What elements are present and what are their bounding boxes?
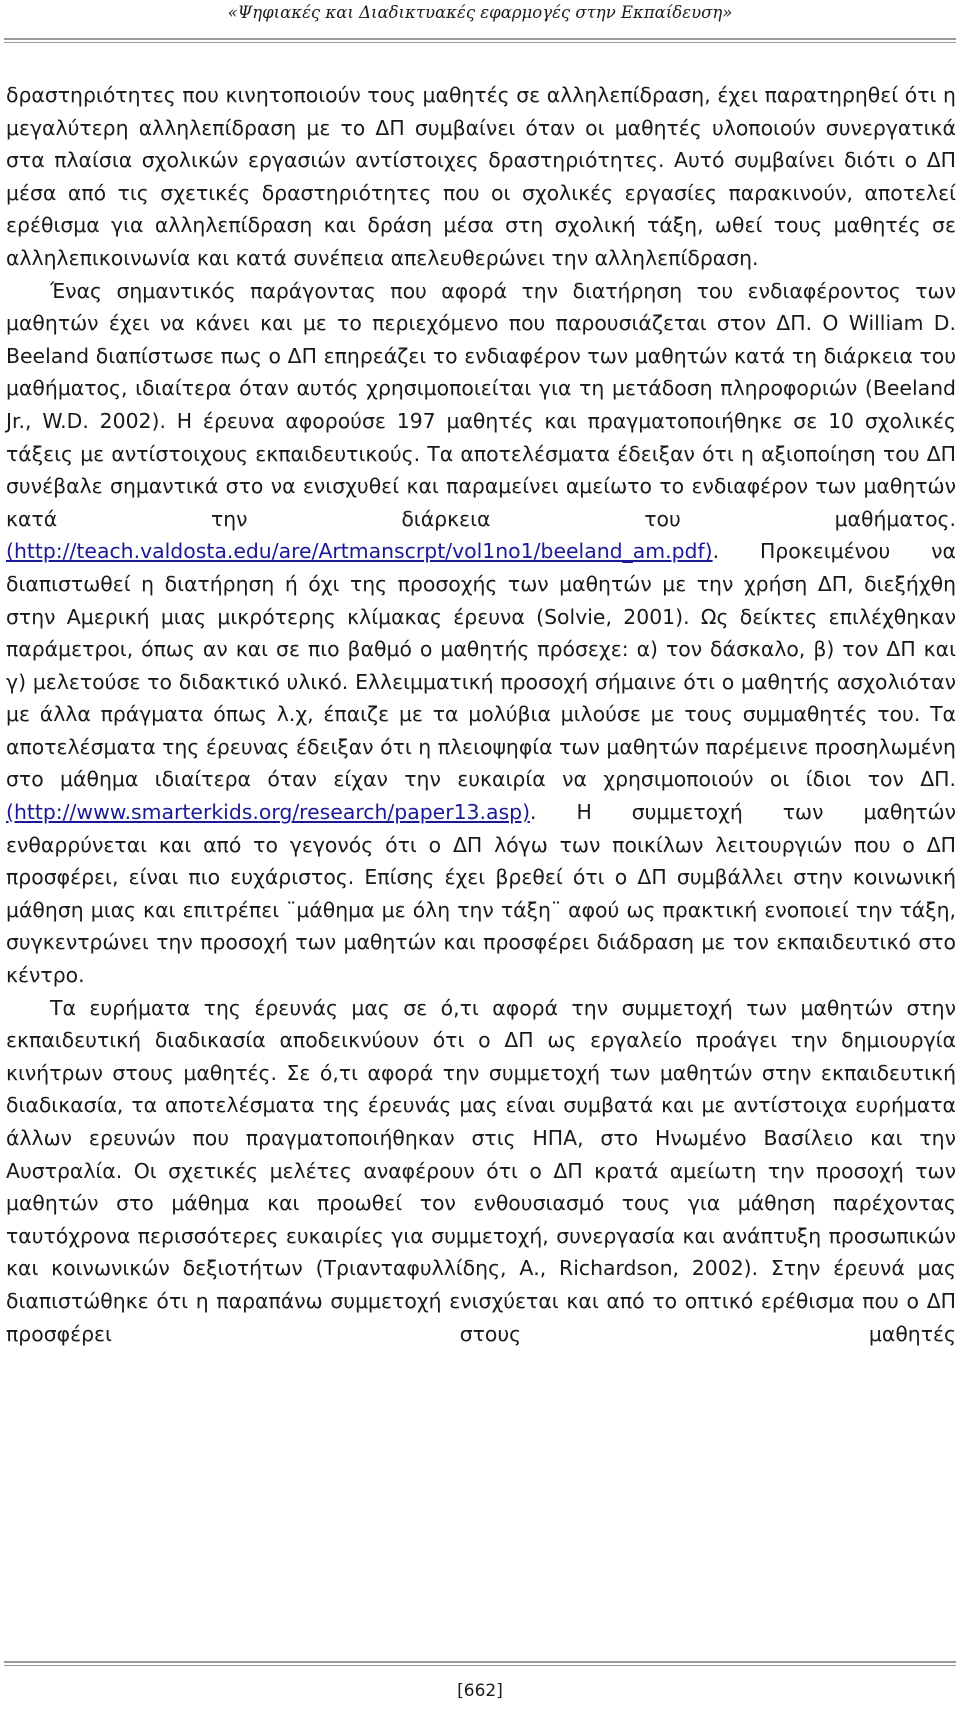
- link-smarterkids[interactable]: (http://www.smarterkids.org/research/paper13.asp): [6, 800, 531, 825]
- header-divider: [4, 38, 956, 43]
- paragraph-interest-research: [6, 275, 956, 992]
- paragraph-text: . Προκειμένου να διαπιστωθεί η διατήρηση ή όχι της προσοχής των μαθητών με την χρήση ΔΠ, διεξήχθη στην Αμερική μιας μικρότερης κλίμακας έρευνα (Solvie, 2001). Ως δείκτες επιλέχθηκαν παράμετροι, όπως αν και σε πιο βαθμό ο μαθητής πρόσεχε: α) τον δάσκαλο, β) τον ΔΠ και γ) μελετούσε το διδακτικό υλικό. Ελλειμματική προσοχή σήμαινε ότι ο μαθητής ασχολιόταν με άλλα πράγματα όπως λ.χ, έπαιζε με τα μολύβια μιλούσε με τους συμμαθητές του. Τα αποτελέσματα της έρευνας έδειξαν ότι η πλειοψηφία των μαθητών παρέμεινε προσηλωμένη στο μάθημα ιδιαίτερα όταν είχαν την ευκαιρία να χρησιμοποιούν οι ίδιοι τον ΔΠ.: [6, 539, 956, 792]
- link-beeland-pdf[interactable]: (http://teach.valdosta.edu/are/Artmanscrpt/vol1no1/beeland_am.pdf): [6, 539, 713, 564]
- paragraph-text: Ένας σημαντικός παράγοντας που αφορά την διατήρηση του ενδιαφέροντος των μαθητών έχει να κάνει και με το περιεχόμενο που παρουσιάζεται στον ΔΠ. Ο William D. Beeland διαπίστωσε πως ο ΔΠ επηρεάζει το ενδιαφέρον των μαθητών κατά τη διάρκεια του μαθήματος, ιδιαίτερα όταν αυτός χρησιμοποιείται για τη μετάδοση πληροφοριών (Beeland Jr., W.D. 2002). Η έρευνα αφορούσε 197 μαθητές και πραγματοποιήθηκε σε 10 σχολικές τάξεις με αντίστοιχους εκπαιδευτικούς. Τα αποτελέσματα έδειξαν ότι η αξιοποίηση του ΔΠ συνέβαλε σημαντικά στο να ενισχυθεί και παραμείνει αμείωτο το ενδιαφέρον των μαθητών κατά την διάρκεια του μαθήματος.: [6, 278, 956, 531]
- body-text: [6, 79, 956, 1350]
- footer-divider: [4, 1661, 956, 1666]
- running-header: «Ψηφιακές και Διαδικτυακές εφαρμογές στην Εκπαίδευση»: [227, 3, 733, 22]
- paragraph-text: δραστηριότητες που κινητοποιούν τους μαθητές σε αλληλεπίδραση, έχει παρατηρηθεί ότι η μεγαλύτερη αλληλεπίδραση με το ΔΠ συμβαίνει όταν οι μαθητές υλοποιούν συνεργατικά στα πλαίσια σχολικών εργασιών αντίστοιχες δραστηριότητες. Αυτό συμβαίνει διότι ο ΔΠ μέσα από τις σχετικές δραστηριότητες που οι σχολικές εργασίες παρακινούν, αποτελεί ερέθισμα για αλληλεπίδραση και δράση μέσα στη σχολική τάξη, ωθεί τους μαθητές σε αλληλεπικοινωνία και κατά συνέπεια απελευθερώνει την αλληλεπίδραση.: [6, 83, 956, 270]
- paragraph-continued: [6, 79, 956, 275]
- paragraph-findings: [6, 992, 956, 1351]
- paragraph-text: Τα ευρήματα της έρευνάς μας σε ό,τι αφορά την συμμετοχή των μαθητών στην εκπαιδευτική διαδικασία αποδεικνύουν ότι ο ΔΠ ως εργαλείο προάγει την δημιουργία κινήτρων στους μαθητές. Σε ό,τι αφορά την συμμετοχή των μαθητών στην εκπαιδευτική διαδικασία, τα αποτελέσματα της έρευνάς μας είναι συμβατά και με αντίστοιχα ευρήματα άλλων ερευνών που πραγματοποιήθηκαν στις ΗΠΑ, στο Ηνωμένο Βασίλειο και την Αυστραλία. Οι σχετικές μελέτες αναφέρουν ότι ο ΔΠ κρατά αμείωτη την προσοχή των μαθητών στο μάθημα και προωθεί τον ενθουσιασμό τους για μάθηση παρέχοντας ταυτόχρονα περισσότερες ευκαιρίες για συμμετοχή, συνεργασία και ανάπτυξη προσωπικών και κοινωνικών δεξιοτήτων (Τριανταφυλλίδης, Α., Richardson, 2002). Στην έρευνά μας διαπιστώθηκε ότι η παραπάνω συμμετοχή ενισχύεται και από το οπτικό ερέθισμα που ο ΔΠ προσφέρει στους μαθητές: [6, 995, 956, 1346]
- paragraph-text: . Η συμμετοχή των μαθητών ενθαρρύνεται και από το γεγονός ότι ο ΔΠ λόγω των ποικίλων λειτουργιών που ο ΔΠ προσφέρει, είναι πιο ευχάριστος. Επίσης έχει βρεθεί ότι ο ΔΠ συμβάλλει στην κοινωνική μάθηση μιας και επιτρέπει ¨μάθημα με όλη την τάξη¨ αφού ως πρακτική ενοποιεί την τάξη, συγκεντρώνει την προσοχή των μαθητών και προσφέρει διάδραση με τον εκπαιδευτικό στο κέντρο.: [6, 800, 956, 988]
- page-number: [662]: [457, 1681, 503, 1701]
